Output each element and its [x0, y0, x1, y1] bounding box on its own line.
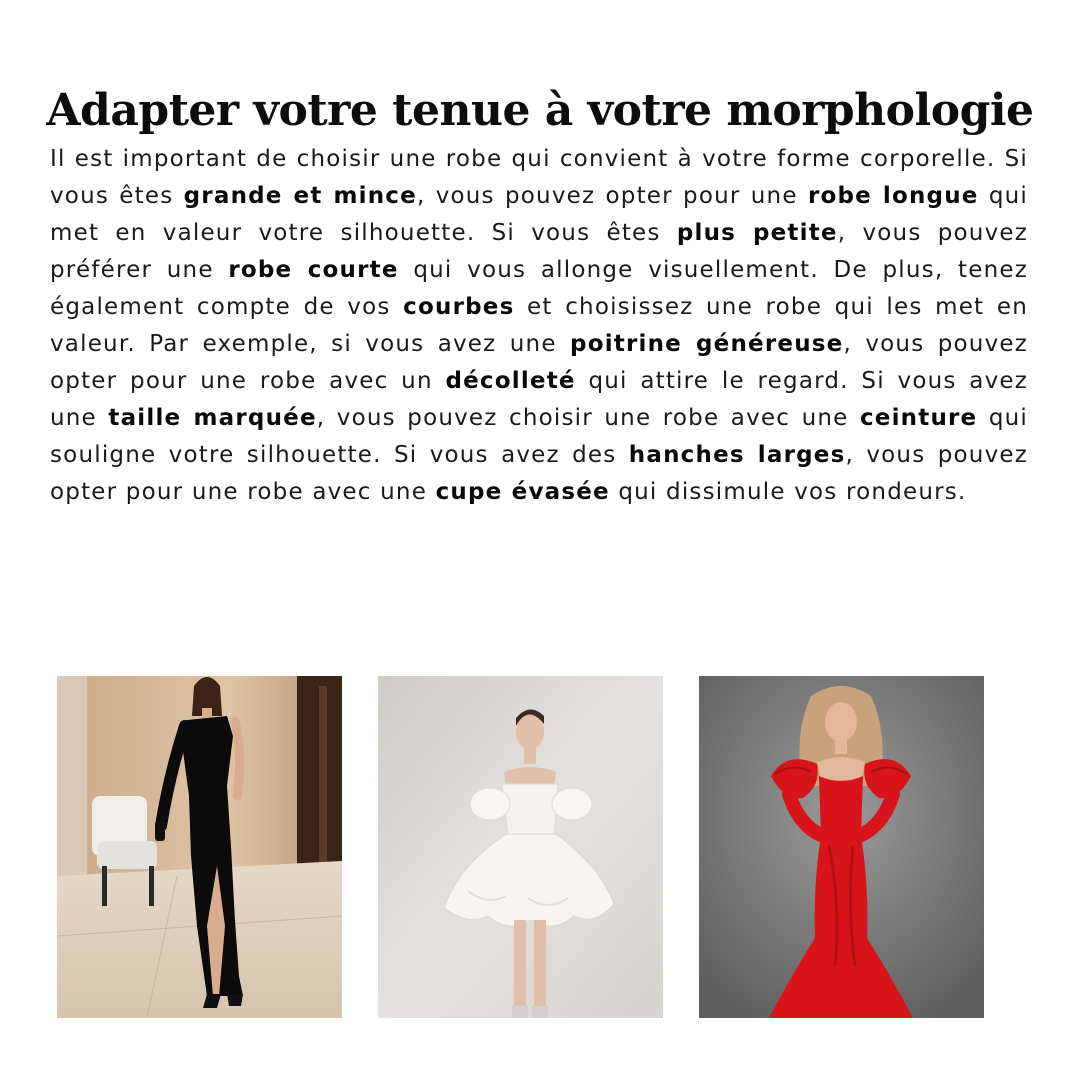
white-dress-illustration — [378, 676, 663, 1018]
emphasis-phrase: poitrine généreuse — [570, 331, 844, 357]
emphasis-phrase: robe longue — [807, 183, 979, 209]
text-segment: Il est important de choisir une robe qui convient à votre forme corporelle. Si vous êtes — [50, 146, 1028, 209]
emphasis-phrase: plus petite — [676, 220, 838, 246]
text-segment: , vous pouvez opter pour une robe avec une — [50, 442, 1028, 505]
emphasis-phrase: grande et mince — [183, 183, 417, 209]
text-segment: qui met en valeur votre silhouette. Si vous êtes — [50, 183, 1029, 246]
photo-black-long-dress — [57, 676, 342, 1018]
emphasis-phrase: robe courte — [228, 257, 399, 283]
photo-red-mermaid-dress — [699, 676, 984, 1018]
text-segment: , vous pouvez choisir une robe avec une — [316, 405, 860, 431]
emphasis-phrase: courbes — [403, 294, 515, 320]
emphasis-phrase: décolleté — [445, 368, 576, 394]
body-paragraph — [50, 141, 1028, 511]
page-title: Adapter votre tenue à votre morphologie — [46, 85, 1034, 137]
text-segment: , vous pouvez opter pour une robe avec un — [50, 331, 1029, 394]
text-segment: qui attire le regard. Si vous avez une — [50, 368, 1028, 431]
text-segment: qui dissimule vos rondeurs. — [609, 479, 967, 505]
photo-white-short-dress — [378, 676, 663, 1018]
emphasis-phrase: ceinture — [859, 405, 978, 431]
text-segment: , vous pouvez préférer une — [50, 220, 1029, 283]
emphasis-phrase: hanches larges — [628, 442, 846, 468]
red-dress-illustration — [699, 676, 984, 1018]
emphasis-phrase: taille marquée — [108, 405, 317, 431]
text-segment: qui souligne votre silhouette. Si vous avez des — [50, 405, 1028, 468]
text-segment: qui vous allonge visuellement. De plus, tenez également compte de vos — [50, 257, 1028, 320]
emphasis-phrase: cupe évasée — [435, 479, 610, 505]
black-dress-illustration — [57, 676, 342, 1018]
text-segment: , vous pouvez opter pour une — [416, 183, 808, 209]
text-segment: et choisissez une robe qui les met en valeur. Par exemple, si vous avez une — [50, 294, 1028, 357]
